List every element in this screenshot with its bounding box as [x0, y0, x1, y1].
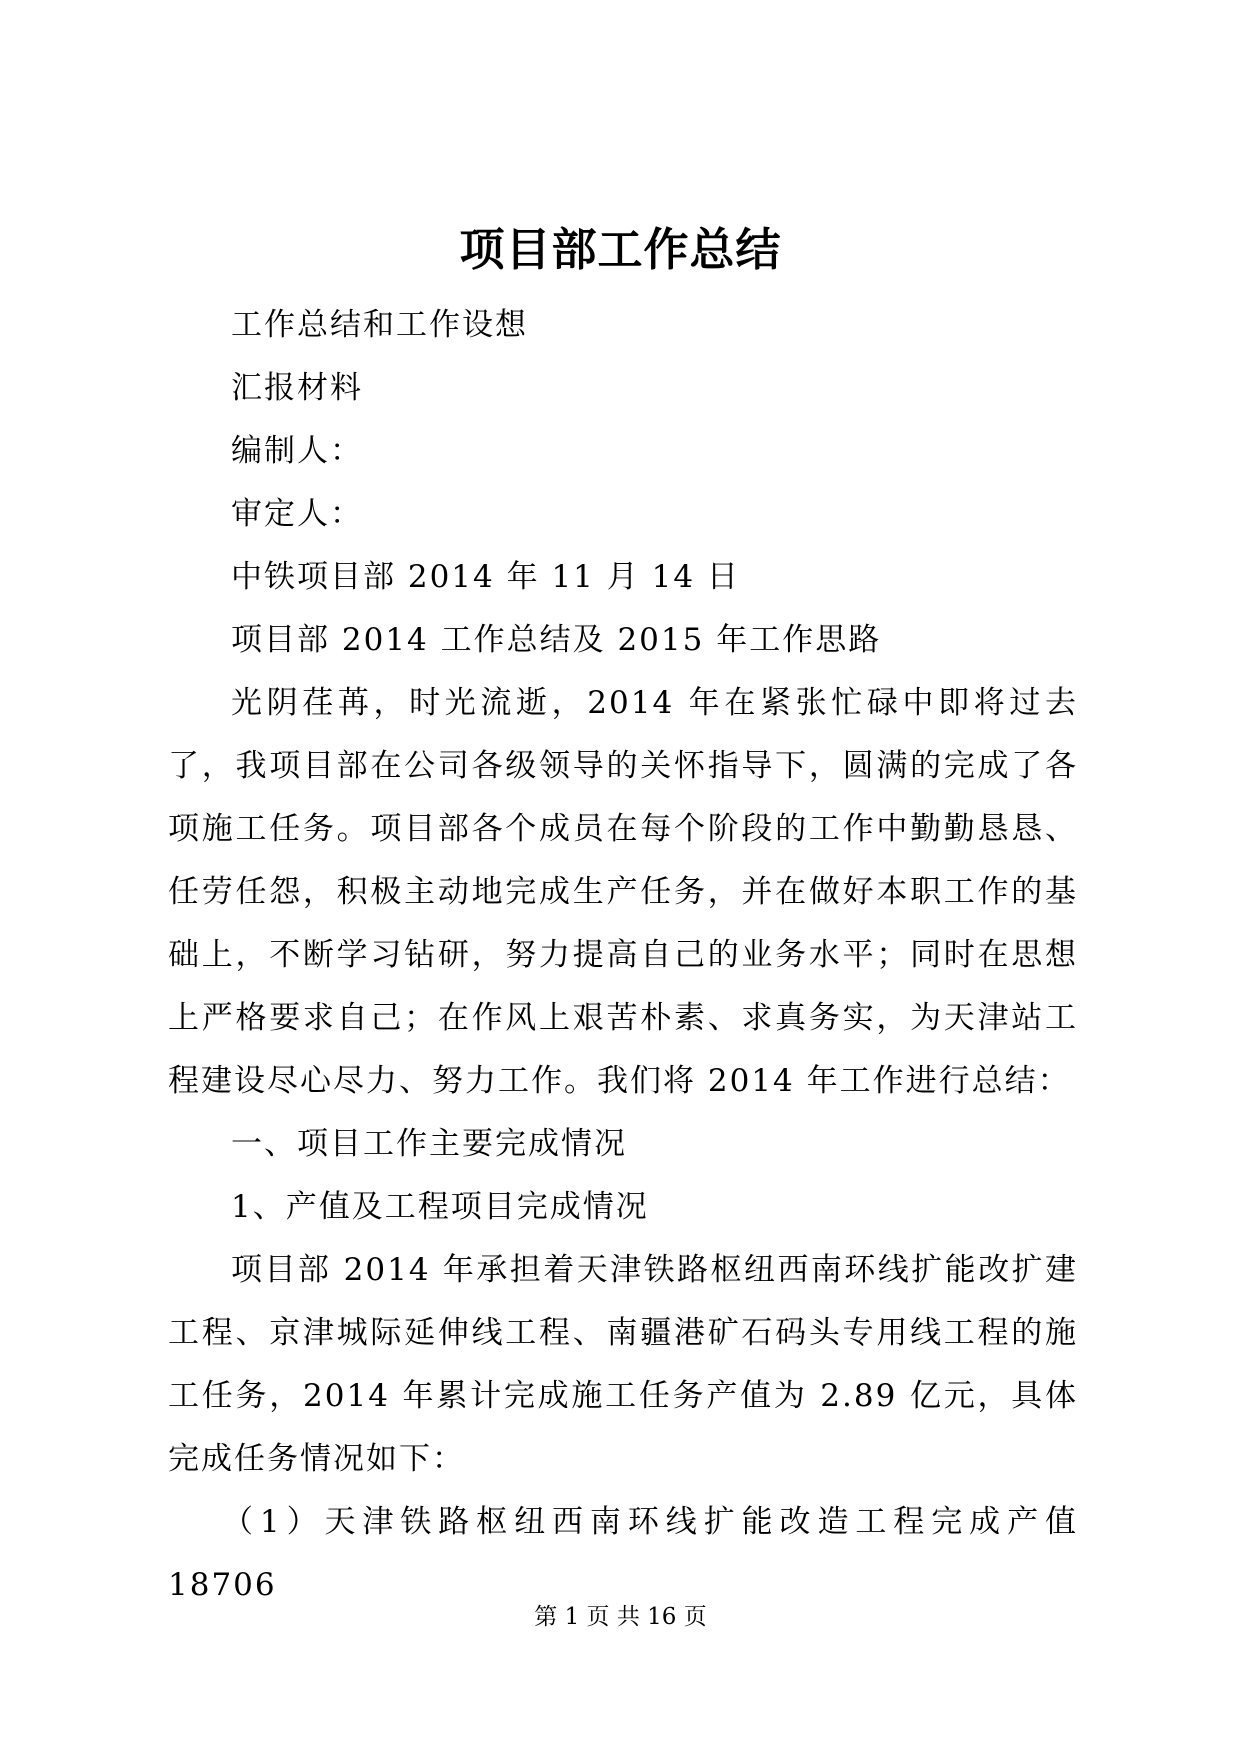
item-1-paragraph: （1）天津铁路枢纽西南环线扩能改造工程完成产值 18706 [168, 1504, 1078, 1603]
heading-1: 一、项目工作主要完成情况 [231, 1126, 627, 1162]
subtitle-line: 工作总结和工作设想 [231, 307, 528, 343]
intro-paragraph: 光阴荏苒，时光流逝，2014 年在紧张忙碌中即将过去了，我项目部在公司各级领导的关怀指导下，圆满的完成了各项施工任务。项目部各个成员在每个阶段的工作中勤勤恳恳、任劳任怨，积极主动地完成生产任务，并在做好本职工作的基础上，不断学习钻研，努力提高自己的业务水平；同时在思想上严格要求自己；在作风上艰苦朴素、求真务实，为天津站工程建设尽心尽力、努力工作。我们将 2014 年工作进行总结： [168, 685, 1078, 1099]
approver-line: 审定人： [231, 496, 363, 532]
subheading-1: 1、产值及工程项目完成情况 [231, 1189, 649, 1225]
output-paragraph: 项目部 2014 年承担着天津铁路枢纽西南环线扩能改扩建工程、京津城际延伸线工程、南疆港矿石码头专用线工程的施工任务，2014 年累计完成施工任务产值为 2.89 亿元，具体完成任务情况如下： [168, 1252, 1078, 1477]
page-footer: 第 1 页 共 16 页 [534, 1604, 707, 1630]
compiler-line: 编制人： [231, 433, 363, 469]
document-body [168, 294, 1078, 1617]
document-title: 项目部工作总结 [459, 223, 782, 276]
date-line: 中铁项目部 2014 年 11 月 14 日 [231, 559, 740, 595]
section-heading-line: 项目部 2014 工作总结及 2015 年工作思路 [231, 622, 882, 658]
material-line: 汇报材料 [231, 370, 363, 406]
